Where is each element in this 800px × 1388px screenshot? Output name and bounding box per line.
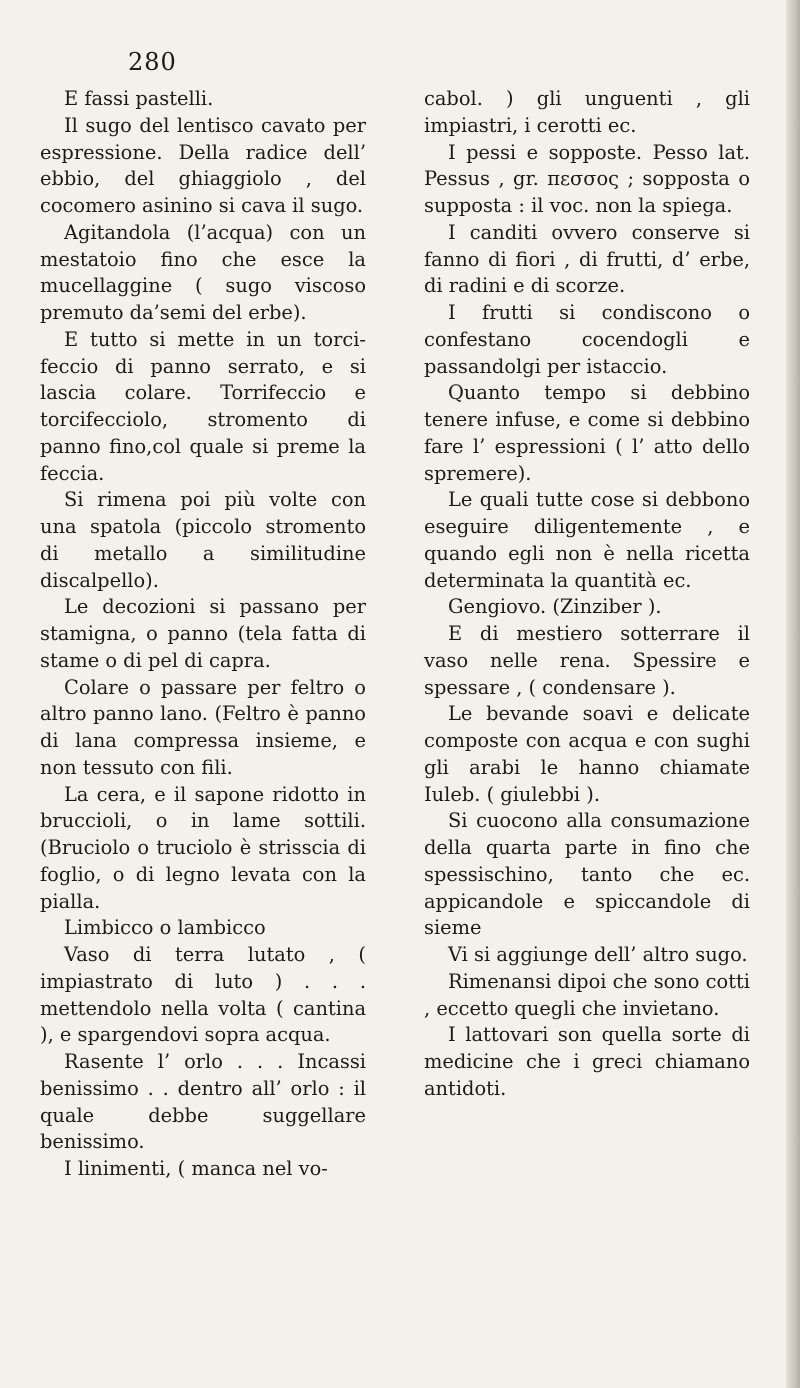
paragraph: I lattovari son quella sorte di medicine che i greci chiamano antidoti. [424, 1023, 750, 1100]
paragraph: Le bevande soavi e delicate composte con acqua e con sughi gli arabi le hanno chiamate Iuleb. ( giulebbi ). [424, 702, 750, 806]
paragraph: I linimenti, ( manca nel vo- [64, 1157, 328, 1180]
paragraph: Si rimena poi più volte con una spatola (piccolo stromento di metallo a similitudine discalpello). [40, 488, 366, 592]
paragraph: Si cuocono alla consumazione della quarta parte in fino che spessischino, tanto che ec. appicandole e spiccandole di sieme [424, 809, 750, 940]
paragraph: Colare o passare per feltro o altro panno lano. (Feltro è panno di lana compressa insieme, e non tessuto con fili. [40, 675, 366, 779]
paragraph: Il sugo del lentisco cavato per espressione. Della radice dell’ ebbio, del ghiaggiolo , del cocomero asinino si cava il sugo. [40, 113, 366, 217]
paragraph: Le quali tutte cose si debbono eseguire diligentemente , e quando egli non è nella ricetta determinata la quantità ec. [424, 488, 750, 592]
paragraph-continuation: cabol. ) gli unguenti , gli impiastri, i cerotti ec. [424, 87, 750, 137]
paragraph: Le decozioni si passano per stamigna, o panno (tela fatta di stame o di pel di capra. [40, 595, 366, 672]
page-edge [786, 0, 800, 1388]
paragraph: E di mestiero sotterrare il vaso nelle rena. Spessire e spessare , ( condensare ). [424, 622, 750, 699]
paragraph: Rasente l’ orlo . . . Incassi benissimo . . dentro all’ orlo : il quale debbe suggellare benissimo. [40, 1050, 366, 1154]
paragraph: I canditi ovvero conserve si fanno di fiori , di frutti, d’ erbe, di radini e di scorze. [424, 220, 750, 298]
paragraph: I pessi e sopposte. Pesso lat. Pessus , gr. πεσσος ; sopposta o supposta : il voc. non la spiega. [424, 140, 750, 217]
paragraph: Quanto tempo si debbino tenere infuse, e come si debbino fare l’ espressioni ( l’ atto dello spremere). [424, 381, 750, 485]
paragraph: Vaso di terra lutato , ( impiastrato di luto ) . . . mettendolo nella volta ( cantina ), e spargendovi sopra acqua. [40, 943, 366, 1047]
paragraph: Gengiovo. (Zinziber ). [448, 595, 662, 619]
paragraph: Agitandola (l’acqua) con un mestatoio fino che esce la mucellaggine ( sugo viscoso premuto da’semi del erbe). [40, 220, 366, 324]
left-column [40, 86, 366, 1183]
right-column [424, 86, 750, 1103]
paragraph: La cera, e il sapone ridotto in bruccioli, o in lame sottili. (Bruciolo o truciolo è strisscia di foglio, o di legno levata con la pialla. [40, 782, 366, 913]
paragraph: Rimenansi dipoi che sono cotti , eccetto quegli che invietano. [424, 969, 750, 1020]
paragraph: I frutti si condiscono o confestano cocendogli e passandolgi per istaccio. [424, 301, 750, 378]
paragraph: E tutto si mette in un torci-feccio di panno serrato, e si lascia colare. Torrifeccio e torcifecciolo, stromento di panno fino,col quale si preme la feccia. [40, 327, 366, 485]
paragraph: Limbicco o lambicco [64, 916, 266, 940]
paragraph: E fassi pastelli. [64, 87, 214, 110]
paragraph: Vi si aggiunge dell’ altro sugo. [448, 943, 748, 966]
page-number: 280 [128, 48, 177, 76]
